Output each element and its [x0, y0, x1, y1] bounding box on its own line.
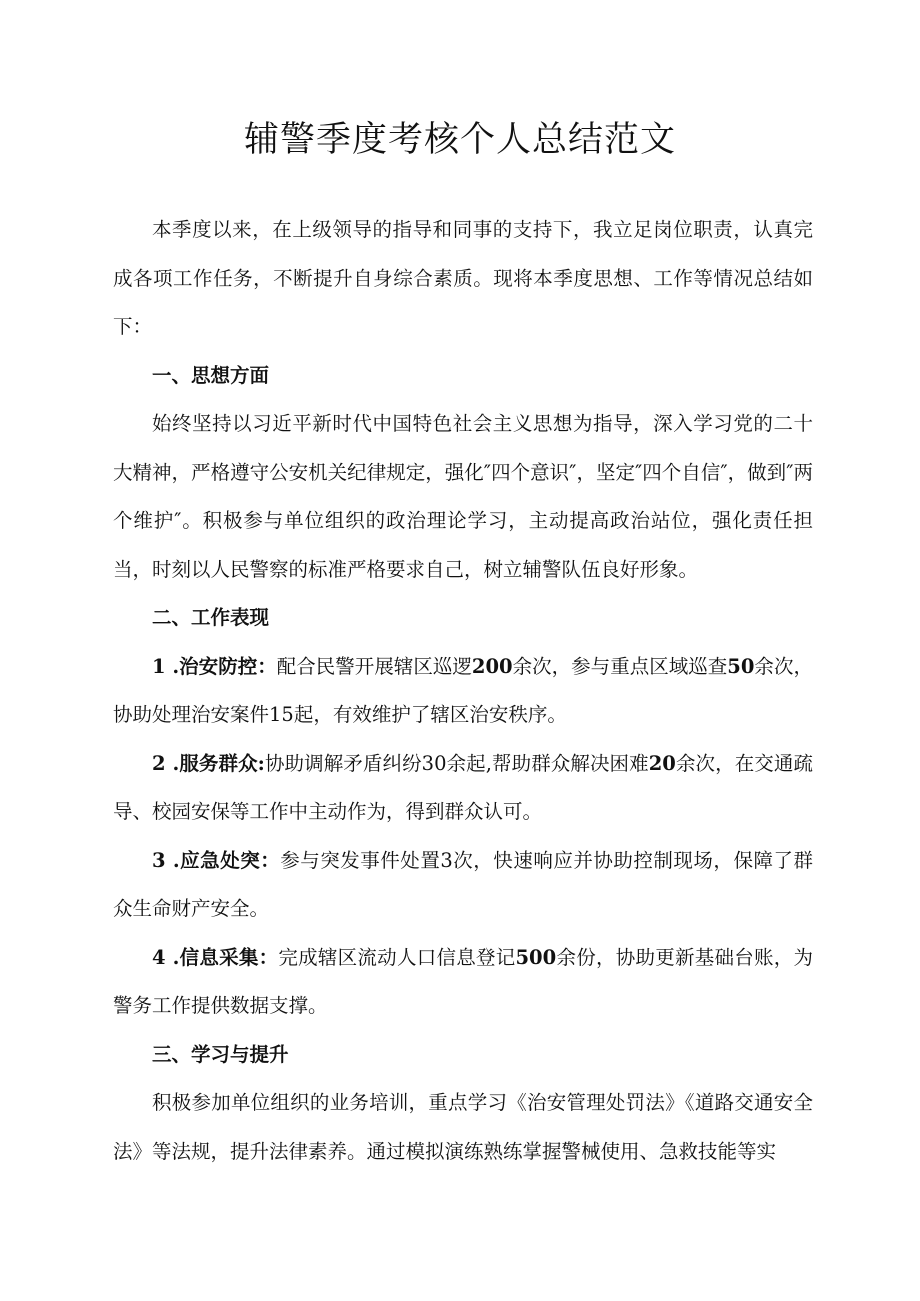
document-title: 辅警季度考核个人总结范文: [243, 120, 676, 160]
work-item-text: 余次，协助处理治安案件: [113, 654, 813, 726]
work-item-number: 200: [471, 654, 513, 678]
section-learning-paragraph: 积极参加单位组织的业务培训，重点学习《治安管理处罚法》《道路交通安全法》等法规，提升法律素养。通过模拟演练熟练掌握警械使用、急救技能等实: [113, 1091, 813, 1163]
work-item-text: 起，有效维护了辖区治安秩序。: [293, 703, 567, 726]
work-item-service: [113, 740, 813, 837]
work-item-label: 3 .应急处突：: [152, 848, 281, 872]
work-item-number: 30: [421, 751, 447, 775]
work-item-text: 余起,帮助群众解决困难: [446, 751, 649, 775]
work-item-text: 余次，参与重点区域巡查: [512, 654, 728, 678]
work-item-text: 完成辖区流动人口信息登记: [278, 945, 516, 969]
document-body: [113, 206, 813, 1176]
work-item-security: [113, 643, 813, 740]
work-item-emergency: [113, 837, 813, 934]
section-heading-learning: 三、学习与提升: [152, 1042, 289, 1066]
work-item-text: 次，快速响应并协助控制现场，保障了群众生命财产安全。: [113, 848, 813, 920]
work-item-text: 配合民警开展辖区巡逻: [276, 654, 472, 678]
work-item-label: 1 .治安防控：: [152, 654, 277, 678]
work-item-text: 余次，在交通疏导、校园安保等工作中主动作为，得到群众认可。: [113, 751, 813, 823]
work-item-text: 参与突发事件处置: [280, 848, 441, 872]
work-item-text: 余份，协助更新基础台账，为警务工作提供数据支撑。: [113, 945, 813, 1017]
intro-paragraph: 本季度以来，在上级领导的指导和同事的支持下，我立足岗位职责，认真完成各项工作任务，不断提升自身综合素质。现将本季度思想、工作等情况总结如下：: [113, 218, 813, 338]
work-item-label: 4 .信息采集：: [152, 945, 279, 969]
section-heading-thought: 一、思想方面: [152, 363, 270, 387]
work-item-number: 15: [269, 703, 294, 726]
work-item-number: 3: [440, 848, 453, 872]
work-item-text: 协助调解矛盾纠纷: [264, 751, 422, 775]
section-thought-paragraph: 始终坚持以习近平新时代中国特色社会主义思想为指导，深入学习党的二十大精神，严格遵守公安机关纪律规定，强化″四个意识″，坚定″四个自信″，做到″两个维护″。积极参与单位组织的政治理论学习，主动提高政治站位，强化责任担当，时刻以人民警察的标准严格要求自己，树立辅警队伍良好形象。: [113, 412, 813, 581]
work-item-information: [113, 934, 813, 1031]
work-item-number: 500: [515, 945, 557, 969]
work-item-number: 50: [727, 654, 755, 678]
section-heading-work: 二、工作表现: [152, 606, 270, 629]
work-item-label: 2 .服务群众:: [152, 751, 265, 775]
work-item-number: 20: [648, 751, 676, 775]
